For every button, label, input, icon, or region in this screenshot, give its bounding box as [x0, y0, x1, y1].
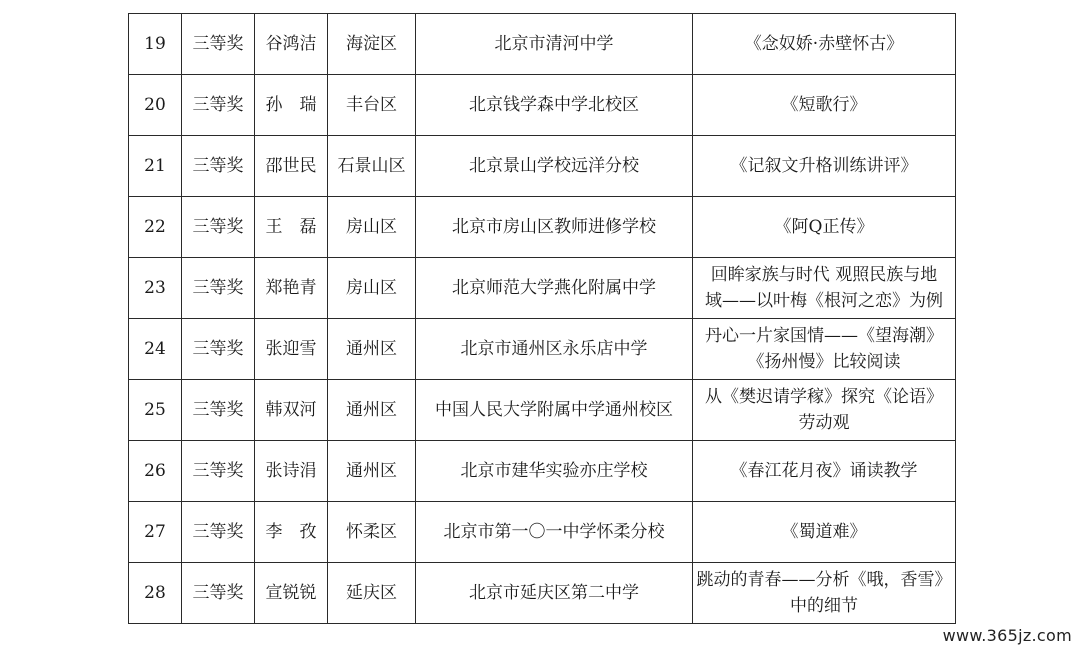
school-name: 中国人民大学附属中学通州校区 — [416, 380, 693, 441]
school-name: 北京市清河中学 — [416, 14, 693, 75]
district: 海淀区 — [328, 14, 416, 75]
awards-table-body — [129, 14, 956, 624]
award-level: 三等奖 — [182, 75, 255, 136]
teacher-name: 张迎雪 — [255, 319, 328, 380]
district: 延庆区 — [328, 563, 416, 624]
school-name: 北京市延庆区第二中学 — [416, 563, 693, 624]
school-name: 北京景山学校远洋分校 — [416, 136, 693, 197]
row-number: 24 — [129, 319, 182, 380]
table-row — [129, 14, 956, 75]
award-level: 三等奖 — [182, 441, 255, 502]
lesson-title-line: 《短歌行》 — [781, 95, 867, 115]
lesson-title — [693, 75, 956, 136]
teacher-name: 宣锐锐 — [255, 563, 328, 624]
award-level: 三等奖 — [182, 563, 255, 624]
district: 房山区 — [328, 258, 416, 319]
row-number: 23 — [129, 258, 182, 319]
teacher-name: 王 磊 — [255, 197, 328, 258]
lesson-title-line: 《扬州慢》比较阅读 — [747, 352, 901, 372]
table-row — [129, 441, 956, 502]
row-number: 28 — [129, 563, 182, 624]
row-number: 19 — [129, 14, 182, 75]
row-number: 27 — [129, 502, 182, 563]
site-watermark: www.365jz.com — [942, 626, 1072, 645]
award-level: 三等奖 — [182, 197, 255, 258]
award-level: 三等奖 — [182, 319, 255, 380]
table-row — [129, 563, 956, 624]
teacher-name: 韩双河 — [255, 380, 328, 441]
district: 通州区 — [328, 441, 416, 502]
lesson-title-line: 《阿Q正传》 — [774, 217, 874, 237]
lesson-title — [693, 14, 956, 75]
lesson-title — [693, 319, 956, 380]
award-level: 三等奖 — [182, 380, 255, 441]
lesson-title — [693, 563, 956, 624]
lesson-title-line: 从《樊迟请学稼》探究《论语》 — [705, 387, 943, 407]
lesson-title-line: 《记叙文升格训练讲评》 — [730, 156, 918, 176]
lesson-title-line: 劳动观 — [798, 413, 850, 433]
teacher-name: 邵世民 — [255, 136, 328, 197]
district: 丰台区 — [328, 75, 416, 136]
teacher-name: 郑艳青 — [255, 258, 328, 319]
lesson-title — [693, 197, 956, 258]
award-level: 三等奖 — [182, 258, 255, 319]
row-number: 25 — [129, 380, 182, 441]
lesson-title — [693, 502, 956, 563]
lesson-title-line: 《春江花月夜》诵读教学 — [730, 461, 918, 481]
district: 通州区 — [328, 319, 416, 380]
lesson-title-line: 《蜀道难》 — [781, 522, 867, 542]
district: 通州区 — [328, 380, 416, 441]
school-name: 北京市建华实验亦庄学校 — [416, 441, 693, 502]
row-number: 22 — [129, 197, 182, 258]
table-row — [129, 75, 956, 136]
table-row — [129, 380, 956, 441]
district: 怀柔区 — [328, 502, 416, 563]
district: 房山区 — [328, 197, 416, 258]
district: 石景山区 — [328, 136, 416, 197]
lesson-title-line: 域——以叶梅《根河之恋》为例 — [705, 291, 943, 311]
row-number: 20 — [129, 75, 182, 136]
lesson-title-line: 《念奴娇·赤壁怀古》 — [744, 34, 904, 54]
table-row — [129, 136, 956, 197]
school-name: 北京市房山区教师进修学校 — [416, 197, 693, 258]
school-name: 北京市第一〇一中学怀柔分校 — [416, 502, 693, 563]
teacher-name: 孙 瑞 — [255, 75, 328, 136]
teacher-name: 张诗涓 — [255, 441, 328, 502]
school-name: 北京师范大学燕化附属中学 — [416, 258, 693, 319]
awards-table — [128, 13, 956, 624]
table-row — [129, 502, 956, 563]
award-level: 三等奖 — [182, 14, 255, 75]
lesson-title-line: 丹心一片家国情——《望海潮》 — [705, 326, 943, 346]
award-level: 三等奖 — [182, 502, 255, 563]
lesson-title-line: 中的细节 — [790, 596, 858, 616]
row-number: 26 — [129, 441, 182, 502]
lesson-title-line: 回眸家族与时代 观照民族与地 — [710, 265, 938, 285]
teacher-name: 李 孜 — [255, 502, 328, 563]
school-name: 北京钱学森中学北校区 — [416, 75, 693, 136]
lesson-title — [693, 441, 956, 502]
award-level: 三等奖 — [182, 136, 255, 197]
table-row — [129, 197, 956, 258]
lesson-title — [693, 380, 956, 441]
lesson-title — [693, 136, 956, 197]
lesson-title — [693, 258, 956, 319]
row-number: 21 — [129, 136, 182, 197]
table-row — [129, 319, 956, 380]
school-name: 北京市通州区永乐店中学 — [416, 319, 693, 380]
lesson-title-line: 跳动的青春——分析《哦，香雪》 — [696, 570, 952, 590]
table-row — [129, 258, 956, 319]
teacher-name: 谷鸿洁 — [255, 14, 328, 75]
